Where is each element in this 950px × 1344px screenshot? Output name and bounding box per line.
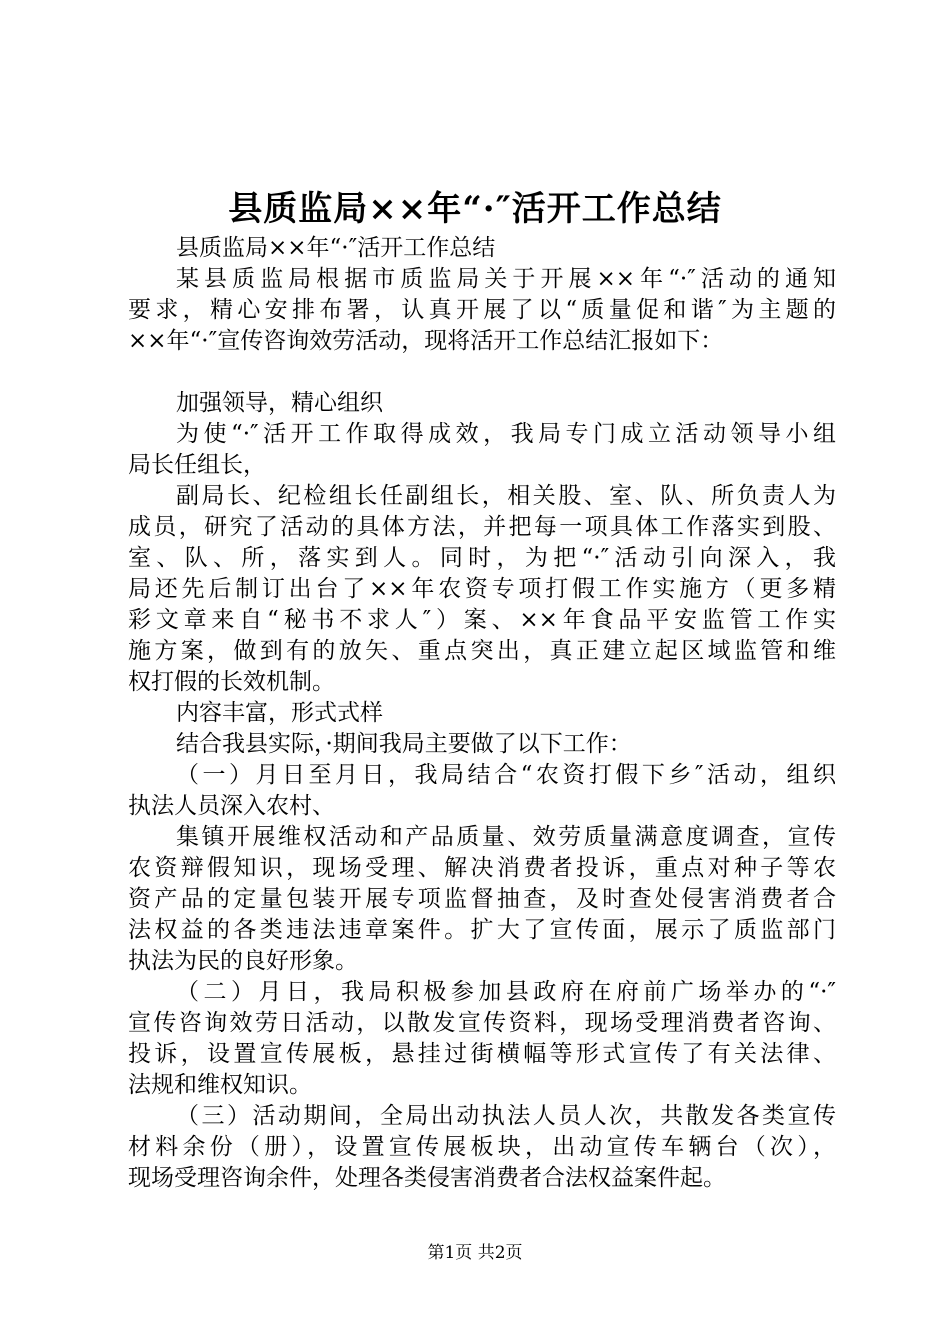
paragraph-line: 集镇开展维权活动和产品质量、效劳质量满意度调查，宣传 (176, 824, 836, 850)
subtitle-line: 县质监局××年“·″活开工作总结 (176, 235, 496, 261)
section-heading: 加强领导，精心组织 (176, 390, 383, 416)
paragraph-line: （二）月日，我局积极参加县政府在府前广场举办的“·″ (176, 979, 836, 1005)
paragraph-line: 材料余份（册），设置宣传展板块，出动宣传车辆台（次）， (128, 1134, 836, 1160)
paragraph-line: 某县质监局根据市质监局关于开展××年“·″活动的通知 (176, 266, 836, 292)
paragraph-line: 施方案，做到有的放矢、重点突出，真正建立起区域监管和维 (128, 638, 836, 664)
paragraph-line: （三）活动期间，全局出动执法人员人次，共散发各类宣传 (176, 1103, 836, 1129)
paragraph-line: 彩文章来自“秘书不求人″）案、××年食品平安监管工作实 (128, 607, 836, 633)
section-heading: 内容丰富，形式式样 (176, 700, 383, 726)
paragraph-line: 法规和维权知识。 (128, 1072, 312, 1098)
blank-line (128, 357, 836, 388)
paragraph-line: 室、队、所，落实到人。同时，为把“·″活动引向深入，我 (128, 545, 836, 571)
paragraph-line: 权打假的长效机制。 (128, 669, 335, 695)
paragraph-line: 局还先后制订出台了××年农资专项打假工作实施方（更多精 (128, 576, 836, 602)
paragraph-line: （一）月日至月日，我局结合“农资打假下乡″活动，组织 (176, 762, 836, 788)
paragraph-line: 结合我县实际，·期间我局主要做了以下工作： (176, 731, 632, 757)
paragraph-line: 局长任组长， (128, 452, 266, 478)
document-title: 县质监局××年“·″活开工作总结 (228, 189, 722, 229)
paragraph-line: 法权益的各类违法违章案件。扩大了宣传面，展示了质监部门 (128, 917, 836, 943)
paragraph-line: 执法为民的良好形象。 (128, 948, 358, 974)
paragraph-line: 为使“·″活开工作取得成效，我局专门成立活动领导小组 (176, 421, 836, 447)
paragraph-line: 农资辩假知识，现场受理、解决消费者投诉，重点对种子等农 (128, 855, 836, 881)
paragraph-line: ××年“·″宣传咨询效劳活动，现将活开工作总结汇报如下： (128, 328, 724, 354)
paragraph-line: 宣传咨询效劳日活动，以散发宣传资料，现场受理消费者咨询、 (128, 1010, 836, 1036)
paragraph-line: 资产品的定量包装开展专项监督抽查，及时查处侵害消费者合 (128, 886, 836, 912)
paragraph-line: 要求，精心安排布署，认真开展了以“质量促和谐″为主题的 (128, 297, 836, 323)
page-number-footer: 第1页 共2页 (427, 1243, 523, 1263)
paragraph-line: 执法人员深入农村、 (128, 793, 335, 819)
paragraph-line: 副局长、纪检组长任副组长，相关股、室、队、所负责人为 (176, 483, 836, 509)
paragraph-line: 成员，研究了活动的具体方法，并把每一项具体工作落实到股、 (128, 514, 836, 540)
paragraph-line: 投诉，设置宣传展板，悬挂过街横幅等形式宣传了有关法律、 (128, 1041, 836, 1067)
paragraph-line: 现场受理咨询余件，处理各类侵害消费者合法权益案件起。 (128, 1165, 726, 1191)
document-body (128, 233, 836, 1194)
